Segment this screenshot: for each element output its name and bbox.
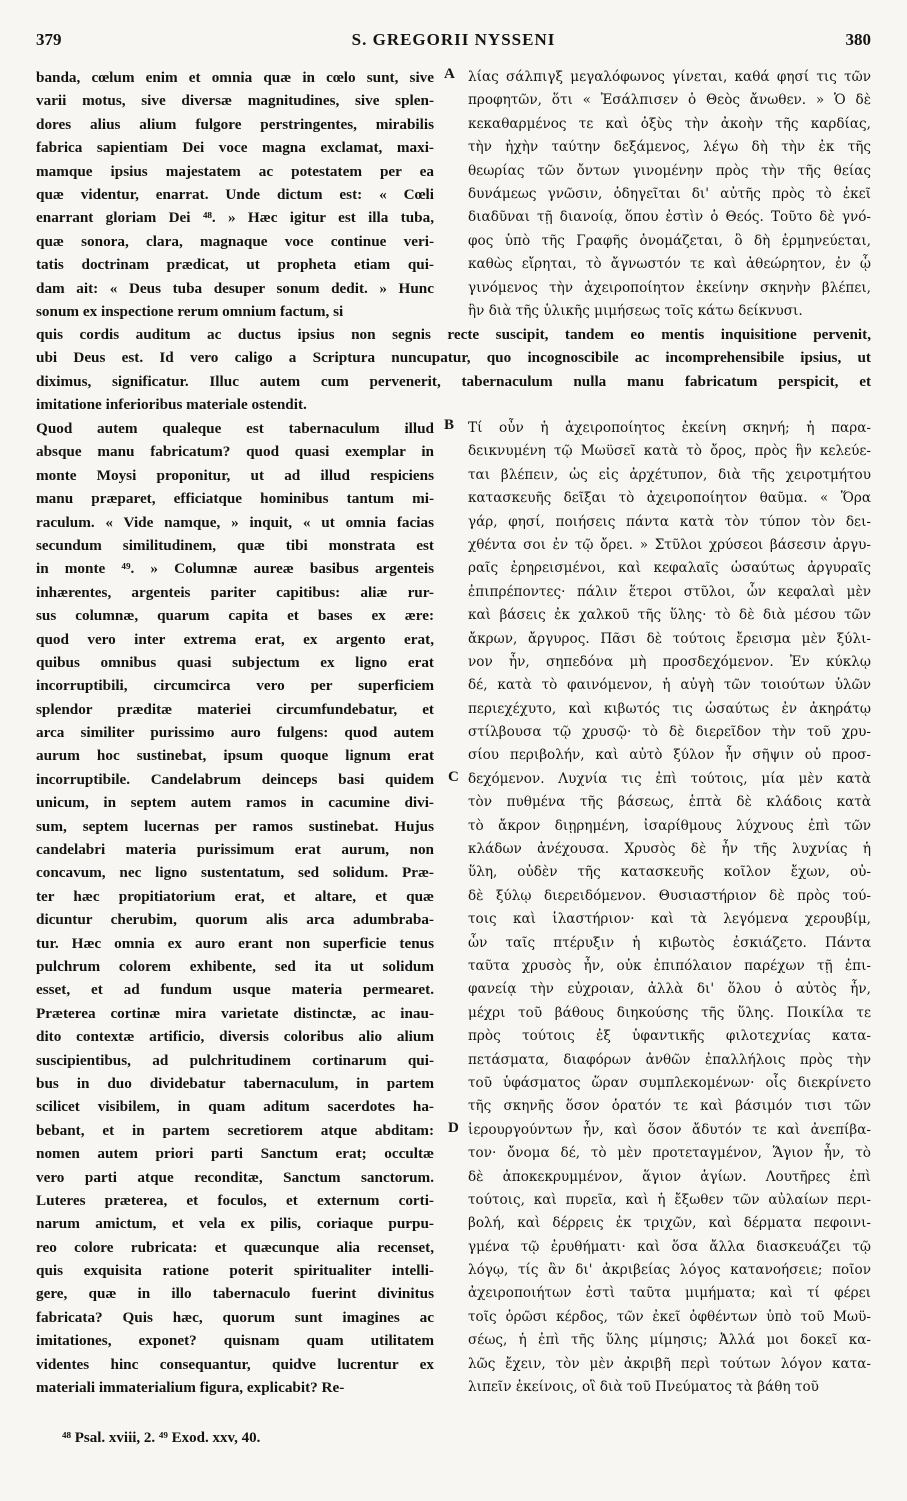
text-line: μέχρι τοῦ βάθους διηκούσης τῆς ὕλης. Ποικίλα τε: [468, 1004, 871, 1021]
text-line: quis cordis auditum ac ductus ipsius non segnis recte suscipit, tandem eo mentis inquisitione pervenit,: [36, 326, 871, 343]
text-line: δεχόμενον. Λυχνία τις ἐπὶ τούτοις, μία μὲν κατὰ: [468, 770, 871, 787]
running-title: S. GREGORII NYSSENI: [351, 30, 556, 49]
text-line: incorruptibile. Candelabrum deinceps basi quidem: [36, 770, 434, 788]
text-line: τούτοις, καὶ πυρεῖα, καὶ ἡ ἔξωθεν τῶν αὐλαίων περι-: [468, 1191, 871, 1208]
section-marker-a: A: [444, 66, 455, 82]
text-line: banda, cœlum enim et omnia quæ in cœlo sunt, sive: [36, 69, 434, 86]
text-line: fabrica sapientiam Dei voce magna exclamat, maxi-: [36, 139, 434, 157]
text-line: ὕλη, οὐδὲν τῆς κατασκευῆς κοῖλον ἔχων, οὐ-: [468, 864, 871, 881]
text-line: sum, septem lucernas per ramos sustinebat. Hujus: [36, 817, 434, 835]
text-line: videntes hinc consequantur, quidve lucrentur ex: [36, 1355, 434, 1373]
section-marker-d: D: [448, 1120, 459, 1136]
text-line: diximus, significatur. Illuc autem cum pervenerit, tabernaculum nulla manu fabricatum perspicit, et: [36, 372, 871, 390]
text-line: τοῖς ὁρῶσι κέρδος, τῶν ἐκεῖ ὀφθέντων ὑπὸ τοῦ Μωϋ-: [468, 1308, 871, 1325]
latin-full-width-paragraph: [36, 323, 871, 417]
text-line: ἣν διὰ τῆς ὑλικῆς μιμήσεως τοῖς κάτω δείκνυσι.: [468, 302, 803, 319]
page-number-right: 380: [845, 30, 871, 49]
text-line: λίας σάλπιγξ μεγαλόφωνος γίνεται, καθά φησί τις τῶν: [468, 69, 871, 85]
text-line: enarrant gloriam Dei ⁴⁸. » Hæc igitur est illa tuba,: [36, 209, 434, 227]
text-line: reo colore rubricata: et quæcunque alia recenset,: [36, 1238, 434, 1256]
text-line: esset, et ad fundum usque materia permearet.: [36, 981, 434, 999]
text-line: tur. Hæc omnia ex auro erant non superficie tenus: [36, 934, 434, 952]
page-header: [36, 30, 871, 60]
text-line: varii motus, sive diversæ magnitudines, sive splen-: [36, 92, 434, 110]
text-line: τῆς σκηνῆς ὅσον ὁρατόν τε καὶ βάσιμόν τισι τῶν: [468, 1098, 871, 1115]
text-line: βολή, καὶ δέρρεις ἐκ τριχῶν, καὶ δέρματα πεφοινι-: [468, 1215, 871, 1232]
text-line: dicuntur cherubim, quorum alis arca adumbraba-: [36, 911, 434, 929]
text-line: arca similiter purissimo auro fulgens: quod autem: [36, 724, 434, 742]
text-line: raculum. « Vide namque, » inquit, « ut omnia facias: [36, 513, 434, 531]
text-line: Τί οὖν ἡ ἀχειροποίητος ἐκείνη σκηνή; ἡ παρα-: [468, 420, 871, 436]
text-line: bus in duo dividebatur tabernaculum, in partem: [36, 1074, 434, 1092]
text-line: χθέντα σοι ἐν τῷ ὄρει. » Στῦλοι χρύσεοι βάσεσιν ἀργυ-: [468, 536, 871, 553]
text-line: λόγῳ, τίς ἂν δι' ἀκριβείας λόγος κατανοήσειε; ποῖον: [468, 1262, 871, 1279]
text-line: manu præparet, efficiatque hominibus tantum mi-: [36, 490, 434, 508]
text-line: nomen autem priori parti Sanctum erat; occultæ: [36, 1145, 434, 1163]
text-line: candelabri materia purissimum erat aurum, non: [36, 841, 434, 859]
text-line: γμένα τῷ ἐρυθήματι· καὶ ὅσα ἄλλα διασκευάζει τῷ: [468, 1238, 871, 1255]
text-line: absque manu fabricatum? quod quasi exemplar in: [36, 443, 434, 461]
text-line: bebant, et in partem secretiorem atque abditam:: [36, 1121, 434, 1139]
text-line: ter hæc propitiatorium erat, et altare, et quæ: [36, 887, 434, 905]
text-line: gere, quæ in illo tabernaculo fuerint divinitus: [36, 1285, 434, 1303]
text-line: quod vero inter extrema erat, ex argento erat,: [36, 630, 434, 648]
section-marker-b: B: [444, 417, 455, 433]
text-line: θεωρίας τῶν ὄντων γινομένην πρὸς τὴν τῆς θείας: [468, 162, 871, 179]
text-line: καθὼς εἴρηται, τὸ ἄγνωστόν τε καὶ ἀθεώρητον, ἐν ᾧ: [468, 256, 871, 273]
text-line: scilicet visibilem, in quam aditum sacerdotes ha-: [36, 1098, 434, 1116]
text-line: πετάσματα, διαφόρων ἀνθῶν ἐπαλλήλοις πρὸς τὴν: [468, 1051, 871, 1068]
text-line: νον ἦν, σηπεδόνα μὴ προσδεχόμενον. Ἐν κύκλῳ: [468, 653, 871, 670]
text-line: καὶ βάσεις ἐκ χαλκοῦ τῆς ὕλης· τὸ δὲ διὰ μέσου τῶν: [468, 607, 871, 624]
text-line: incorruptibili, circumcirca vero per superficiem: [36, 677, 434, 695]
text-line: inhærentes, argenteis pariter capitibus: aliæ rur-: [36, 583, 434, 601]
text-line: λιπεῖν ἐκείνοις, οἳ διὰ τοῦ Πνεύματος τὰ βάθη τοῦ: [468, 1379, 819, 1396]
latin-column-top: [36, 66, 434, 323]
text-line: δὲ ξύλῳ διερειδόμενον. Θυσιαστήριον δὲ πρὸς τού-: [468, 887, 871, 904]
text-line: splendor præditæ materiei circumfundebatur, et: [36, 700, 434, 718]
section-marker-c: C: [448, 769, 459, 785]
text-line: δὲ ἀποκεκρυμμένον, ἅγιον ἁγίων. Λουτῆρες ἐπὶ: [468, 1168, 871, 1185]
text-line: ἱερουργούντων ἦν, καὶ ὅσον ἄδυτόν τε καὶ ἀνεπίβα-: [468, 1121, 871, 1138]
text-line: quis exquisita ratione poterit spiritualiter intelli-: [36, 1262, 434, 1280]
text-line: aurum hoc sustinebat, ipsum quoque lignum erat: [36, 747, 434, 765]
text-line: τον· ὄνομα δέ, τὸ μὲν προτεταγμένον, Ἅγιον ἦν, τὸ: [468, 1145, 871, 1162]
text-line: περιεχέχυτο, καὶ κιβωτός τις ὡσαύτως ἐν ἀκηράτῳ: [468, 700, 871, 717]
text-line: φανείᾳ τὴν εὐχροιαν, ἀλλὰ δι' ὅλου ὁ αὐτὸς ἦν,: [468, 981, 871, 998]
text-line: tatis doctrinam prædicat, ut propheta etiam qui-: [36, 256, 434, 274]
text-line: ραῖς ἐρηρεισμένοι, καὶ κεφαλαῖς ὡσαύτως ἀργυραῖς: [468, 560, 871, 577]
text-line: vero parti atque reconditæ, Sanctum sanctorum.: [36, 1168, 434, 1186]
text-line: Luteres præterea, et foculos, et externum corti-: [36, 1191, 434, 1209]
text-line: sonum ex inspectione rerum omnium factum, si: [36, 302, 344, 320]
text-line: σέως, ἡ ἐπὶ τῆς ὕλης μίμησις; Ἀλλά μοι δοκεῖ κα-: [468, 1332, 871, 1349]
text-line: ἀχειροποιήτων ἐστὶ ταῦτα μιμήματα; καὶ τί φέρει: [468, 1285, 871, 1302]
text-line: σίου περιβολήν, καὶ αὐτὸ ξύλον ἦν σῆψιν οὐ προσ-: [468, 747, 871, 764]
text-line: Præterea cortinæ mira varietate distinctæ, ac inau-: [36, 1004, 434, 1022]
text-line: φος ὑπὸ τῆς Γραφῆς ὀνομάζεται, ὃ δὴ ἑρμηνεύεται,: [468, 232, 871, 249]
text-line: secundum similitudinem, quæ tibi monstrata est: [36, 536, 434, 554]
text-line: δυνάμεως γνῶσιν, ὁδηγεῖται δι' αὐτῆς πρὸς τὸ ἐκεῖ: [468, 185, 871, 202]
text-line: imitatione inferioribus materiale ostendit.: [36, 396, 307, 414]
footnotes: ⁴⁸ Psal. xviii, 2. ⁴⁹ Exod. xxv, 40.: [62, 1430, 261, 1446]
text-line: δεικνυμένη τῷ Μωϋσεῖ κατὰ τὸ ὄρος, πρὸς ἣν κελεύε-: [468, 443, 871, 460]
text-line: κλάδων ἀνέχουσα. Χρυσὸς δὲ ἦν τῆς λυχνίας ἡ: [468, 841, 871, 858]
text-line: suscipientibus, ad pulchritudinem cortinarum qui-: [36, 1051, 434, 1069]
text-line: κεκαθαρμένος τε καὶ ὀξὺς τὴν ἀκοὴν τῆς καρδίας,: [468, 115, 871, 132]
text-line: dito contextæ artificio, diversis coloribus alio alium: [36, 1028, 434, 1046]
text-line: δέ, κατὰ τὸ φαινόμενον, ἡ αὐγὴ τῶν τοιούτων ὑλῶν: [468, 677, 871, 694]
text-line: monte Moysi proponitur, ut ad illud respiciens: [36, 466, 434, 484]
text-line: quæ videntur, enarrat. Unde dictum est: « Cœli: [36, 185, 434, 203]
text-line: fabricata? Quis hæc, quorum sunt imagines ac: [36, 1308, 434, 1326]
text-line: τὴν ἠχὴν ταύτην δεξάμενος, λέγω δὴ τὴν ἐκ τῆς: [468, 139, 871, 156]
latin-column-main: [36, 417, 434, 1399]
text-line: κατασκευῆς δεῖξαι τὸ ἀχειροποίητον θαῦμα. « Ὅρα: [468, 490, 871, 507]
text-line: ubi Deus est. Id vero caligo a Scriptura nuncupatur, quo incognoscibile ac incomprehensibile ipsius, ut: [36, 349, 871, 367]
text-line: ἐπιπρέποντες· πάλιν ἕτεροι στῦλοι, ὧν κεφαλαὶ μὲν: [468, 583, 871, 600]
text-line: ὧν ταῖς πτέρυξιν ἡ κιβωτὸς ἐσκιάζετο. Πάντα: [468, 934, 871, 951]
text-line: unicum, in septem autem ramos in cacumine divi-: [36, 794, 434, 812]
text-line: τοις καὶ ἱλαστήριον· καὶ τὰ λεγόμενα χερουβίμ,: [468, 911, 871, 928]
text-line: λῶς ἔχειν, τὸν μὲν ἀκριβῆ περὶ τούτων λόγον κατα-: [468, 1355, 871, 1372]
text-line: narum amictum, et vela ex pilis, coriaque purpu-: [36, 1215, 434, 1233]
text-line: ται βλέπειν, ὡς εἰς ἀρχέτυπον, διὰ τῆς χειροτμήτου: [468, 466, 871, 483]
text-line: materiali immaterialium figura, explicabit? Re-: [36, 1379, 345, 1397]
text-line: dam ait: « Deus tuba desuper sonum dedit. » Hunc: [36, 279, 434, 297]
text-line: τὸν πυθμένα τῆς βάσεως, ἑπτὰ δὲ κλάδοις κατὰ: [468, 794, 871, 811]
text-line: imitationes, exponet? quisnam quam utilitatem: [36, 1332, 434, 1350]
text-line: γάρ, φησί, ποιήσεις πάντα κατὰ τὸν τύπον τὸν δει-: [468, 513, 871, 530]
greek-column-top: [468, 66, 871, 323]
text-line: ἄκρων, ἄργυρος. Πᾶσι δὲ τούτοις ἔρεισμα μὲν ξύλι-: [468, 630, 871, 647]
text-line: sus columnæ, quarum capita et bases ex ære:: [36, 607, 434, 625]
text-line: διαδῦναι τῇ διανοίᾳ, ὅπου ἐστὶν ὁ Θεός. Τοῦτο δὲ γνό-: [468, 209, 871, 226]
text-line: pulchrum colorem exhibente, sed ita ut solidum: [36, 957, 434, 975]
text-line: dores alius alium fulgore perstringentes, mirabilis: [36, 115, 434, 133]
text-line: ταῦτα χρυσὸς ἦν, οὐκ ἐπιπόλαιον παρέχων τῇ ἐπι-: [468, 957, 871, 974]
text-line: στίλβουσα τῷ χρυσῷ· τὸ δὲ διερεῖδον τὴν τοῦ χρυ-: [468, 724, 871, 741]
text-line: mamque ipsius majestatem ac potestatem per ea: [36, 162, 434, 180]
text-line: τοῦ ὑφάσματος ὥραν συμπλεκομένων· οἷς διεκρίνετο: [468, 1074, 871, 1091]
text-line: in monte ⁴⁹. » Columnæ aureæ basibus argenteis: [36, 560, 434, 578]
page-number-left: 379: [36, 30, 62, 49]
text-line: concavum, nec ligno sustentatum, sed solidum. Præ-: [36, 864, 434, 882]
text-line: τὸ ἄκρον διῃρημένη, ἰσαρίθμους λύχνους ἐπὶ τῶν: [468, 817, 871, 834]
text-line: πρὸς τούτοις ἐξ ὑφαντικῆς φιλοτεχνίας κατα-: [468, 1028, 871, 1045]
text-line: quibus omnibus quasi subjectum ex ligno erat: [36, 653, 434, 671]
text-line: προφητῶν, ὅτι « Ἐσάλπισεν ὁ Θεὸς ἄνωθεν. » Ὁ δὲ: [468, 92, 871, 109]
text-line: quæ sonora, clara, magnaque voce continue veri-: [36, 232, 434, 250]
greek-column-main: [468, 417, 871, 1399]
text-line: Quod autem qualeque est tabernaculum illud: [36, 420, 434, 437]
text-line: γινόμενος τὴν ἀχειροποίητον ἐκείνην σκηνὴν βλέπει,: [468, 279, 871, 296]
